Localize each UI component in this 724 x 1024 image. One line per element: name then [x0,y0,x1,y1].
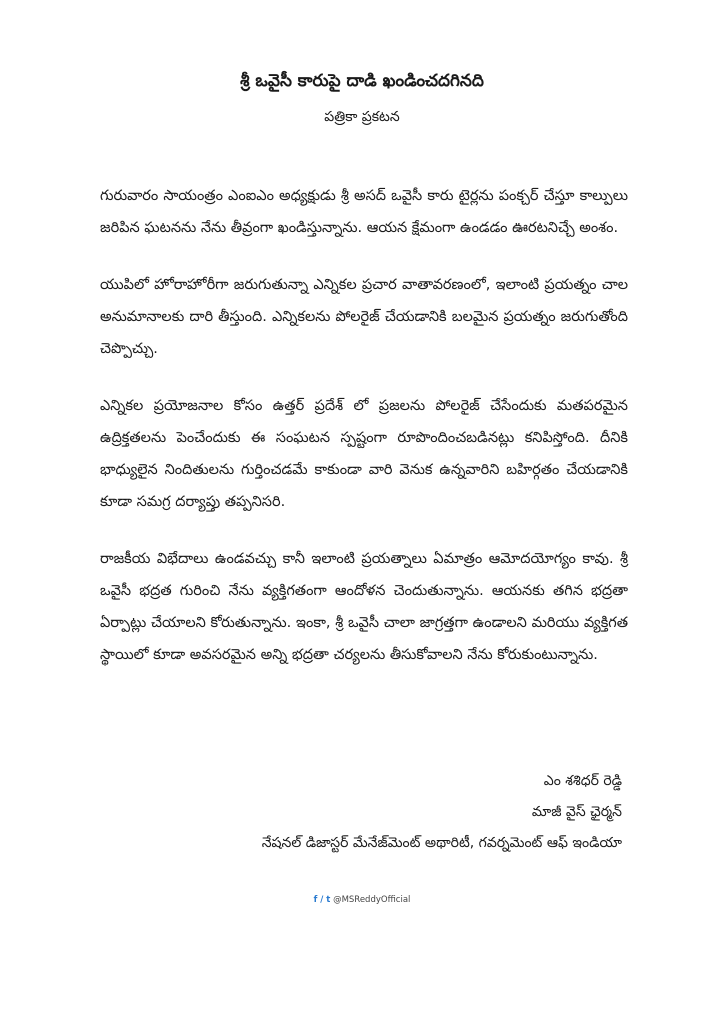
press-release-body [100,180,628,696]
signatory-organization: నేషనల్ డిజాస్టర్ మేనేజ్‌మెంట్ అథారిటీ, గవర్నమెంట్ ఆఫ్ ఇండియా [261,835,622,851]
signatory-role: మాజీ వైస్ ఛైర్మన్ [531,804,622,820]
page-title: శ్రీ ఒవైసీ కారుపై దాడి ఖండించదగినది [240,71,484,91]
paragraph-2: యుపిలో హోరాహోరీగా జరుగుతున్నా ఎన్నికల ప్రచార వాతావరణంలో, ఇలాంటి ప్రయత్నం చాల అనుమానాలకు దారి తీస్తుంది. ఎన్నికలను పోలరైజ్ చేయడానికి బలమైన ప్రయత్నం జరుగుతోంది చెప్పొచ్చు. [100,277,628,357]
social-handle: @MSReddyOfficial [333,895,411,905]
paragraph-3: ఎన్నికల ప్రయోజనాల కోసం ఉత్తర్ ప్రదేశ్ లో ప్రజలను పోలరైజ్ చేసేందుకు మతపరమైన ఉద్రిక్తతలను పెంచేందుకు ఈ సంఘటన స్పష్టంగా రూపొందించబడినట్లు కనిపిస్తోంది. దీనికి భాధ్యులైన నిందితులను గుర్తించడమే కాకుండా వారి వెనుక ఉన్నవారిని బహిర్గతం చేయడానికి కూడా సమగ్ర దర్యాప్తు తప్పనిసరి. [100,398,628,510]
signatory-name: ఎం శశిధర్ రెడ్డి [543,773,622,789]
signature-block [262,766,622,859]
page-subtitle: పత్రికా ప్రకటన [324,109,400,125]
paragraph-1: గురువారం సాయంత్రం ఎంఐఎం అధ్యక్షుడు శ్రీ అసద్ ఒవైసీ కారు టైర్లను పంక్చర్ చేస్తూ కాల్పులు జరిపిన ఘటనను నేను తీవ్రంగా ఖండిస్తున్నాను. ఆయన క్షేమంగా ఉండడం ఊరటనిచ్చే అంశం. [100,188,628,236]
paragraph-4: రాజకీయ విభేదాలు ఉండవచ్చు కానీ ఇలాంటి ప్రయత్నాలు ఏమాత్రం ఆమోదయోగ్యం కావు. శ్రీ ఒవైసీ భద్రత గురించి నేను వ్యక్తిగతంగా ఆందోళన చెందుతున్నాను. ఆయనకు తగిన భద్రతా ఏర్పాట్లు చేయాలని కోరుతున్నాను. ఇంకా, శ్రీ ఒవైసీ చాలా జాగ్రత్తగా ఉండాలని మరియు వ్యక్తిగత స్థాయిలో కూడా అవసరమైన అన్ని భద్రతా చర్యలను తీసుకోవాలని నేను కోరుకుంటున్నాను. [100,551,628,663]
social-icons: f / t [313,895,331,905]
social-footer [0,893,724,907]
